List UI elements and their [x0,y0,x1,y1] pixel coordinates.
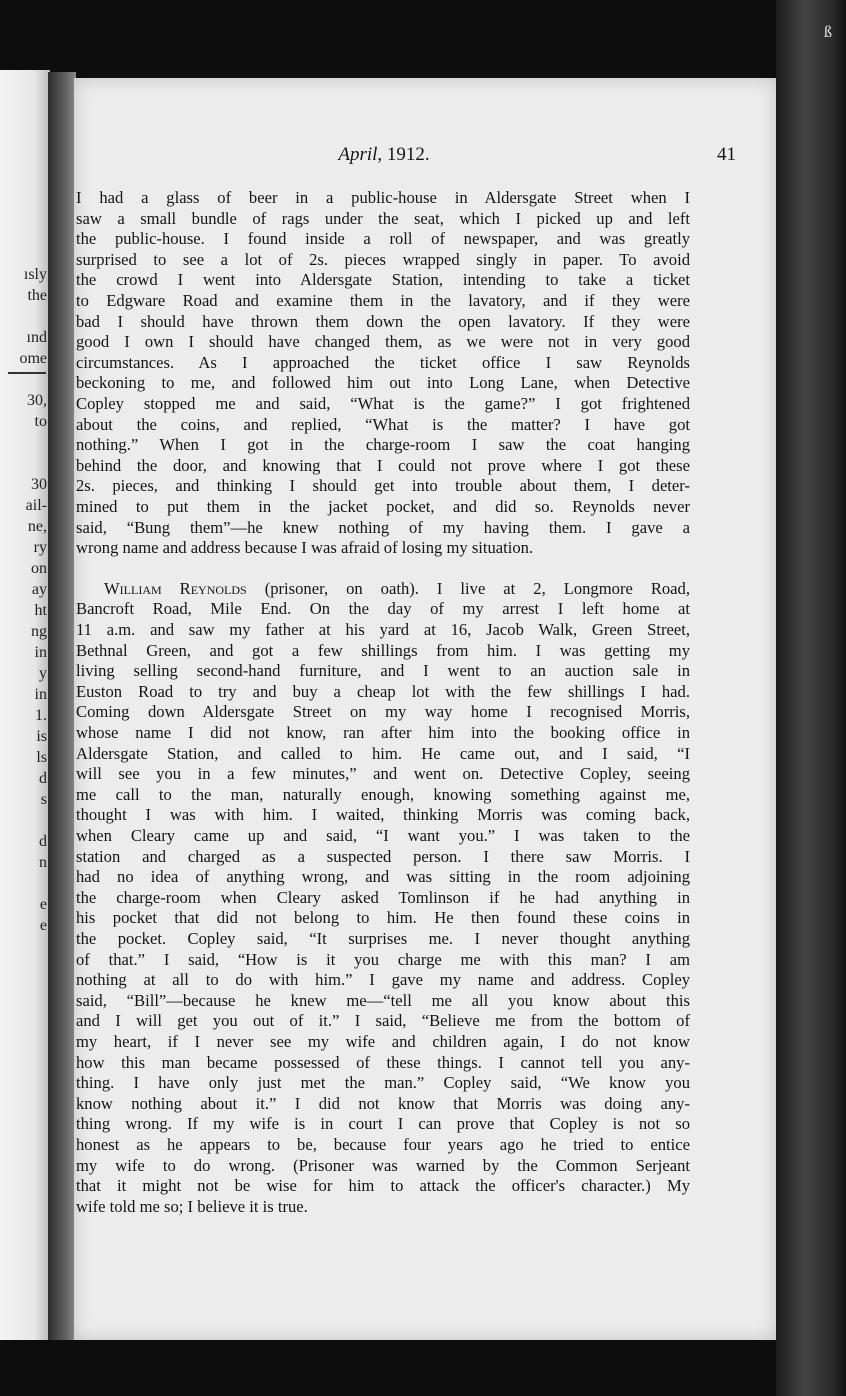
text-line: my heart, if I never see my wife and children again, I do not know [76,1032,690,1051]
text-line: wrong name and address because I was afraid of losing my situation. [76,538,534,558]
text-line: his pocket that did not belong to him. He then found these coins in [76,908,690,928]
facing-page-fragment: e [39,896,47,913]
text-line: will see you in a few minutes,” and went on. Detective Copley, seeing [76,764,690,784]
facing-page-fragment: ry [33,539,47,556]
scanner-background [776,0,846,1396]
facing-page-fragment: the [27,287,47,304]
facing-page-fragment: ls [36,749,47,766]
text-line: the pocket. Copley said, “It surprises me. I never thought anything [76,929,690,948]
facing-page-fragment: s [40,791,47,808]
text-line: mined to put them in the jacket pocket, and did so. Reynolds never [76,497,690,516]
text-line: how this man became possessed of these things. I cannot tell you any- [76,1052,690,1072]
facing-page-fragment: y [39,665,47,682]
facing-page-fragment: ne, [27,518,47,535]
facing-page-fragment: ng [31,623,47,640]
speaker-intro: (prisoner, on oath). I live at 2, Longmore Road, [246,578,690,598]
text-line: Coming down Aldersgate Street on my way home I recognised Morris, [76,702,690,722]
facing-page-fragment: d [39,833,47,850]
text-line: Bethnal Green, and got a few shillings from him. I was getting my [76,640,690,660]
text-line: wife told me so; I believe it is true. [76,1196,308,1216]
running-header [74,144,694,166]
text-line: about the coins, and replied, “What is the matter? I have got [76,414,690,434]
text-line: Aldersgate Station, and called to him. He came out, and I said, “I [76,743,690,763]
text-line: beckoning to me, and followed him out into Long Lane, when Detective [76,373,690,393]
facing-page-fragment: 1. [35,707,47,724]
text-line [104,579,690,599]
facing-page-fragment: ınd [26,329,47,346]
header-year: , 1912. [377,144,430,165]
facing-page-edge [0,70,50,1340]
facing-page-fragment: 30 [31,476,47,493]
facing-page-fragment: is [36,728,47,745]
facing-page-fragment: on [31,560,47,577]
text-line: thought I was with him. I waited, thinking Morris was coming back, [76,805,690,825]
facing-page-fragment: n [39,854,47,871]
text-line: saw a small bundle of rags under the seat, which I picked up and left [76,208,690,228]
header-month: April [338,144,378,165]
facing-page-rule [8,372,46,374]
text-line: circumstances. As I approached the ticket office I saw Reynolds [76,352,690,372]
facing-page-fragment: e [39,917,47,934]
text-line: thing. I have only just met the man.” Copley said, “We know you [76,1073,690,1093]
facing-page-fragment: in [34,644,47,661]
text-line: the crowd I went into Aldersgate Station, intending to take a ticket [76,270,690,290]
text-line: whose name I did not know, ran after him into the booking office in [76,723,690,742]
text-line: 11 a.m. and saw my father at his yard at 16, Jacob Walk, Green Street, [76,620,690,639]
text-line: said, “Bung them”—he knew nothing of my having them. I gave a [76,517,690,537]
text-line: said, “Bill”—because he knew me—“tell me all you know about this [76,990,690,1010]
text-line: living selling second-hand furniture, and I went to an auction sale in [76,661,690,681]
text-line: and I will get you out of it.” I said, “Believe me from the bottom of [76,1011,690,1031]
text-line: station and charged as a suspected person. I there saw Morris. I [76,846,690,866]
text-line: of that.” I said, “How is it you charge me with this man? I am [76,949,690,969]
text-line: behind the door, and knowing that I could not prove where I got these [76,455,690,475]
book-page [74,78,776,1340]
facing-page-fragment: in [34,686,47,703]
text-line: that it might not be wise for him to attack the officer's character.) My [76,1176,690,1196]
text-line: the charge-room when Cleary asked Tomlinson if he had anything in [76,887,690,907]
text-line: me call to the man, naturally enough, knowing something against me, [76,784,690,804]
text-line: I had a glass of beer in a public-house in Aldersgate Street when I [76,188,690,207]
text-line: my wife to do wrong. (Prisoner was warned by the Common Serjeant [76,1155,690,1175]
facing-page-fragment: to [34,413,47,430]
text-line: 2s. pieces, and thinking I should get into trouble about them, I deter- [76,476,690,496]
facing-page-fragment: ail- [25,497,47,514]
page-number: 41 [717,144,736,165]
facing-page-fragment: ht [34,602,47,619]
facing-page-fragment: ısly [23,266,47,283]
facing-page-fragment: ome [19,350,47,367]
text-line: the public-house. I found inside a roll of newspaper, and was greatly [76,229,690,249]
corner-mark: ß [824,24,832,41]
text-line: Euston Road to try and buy a cheap lot with the few shillings I had. [76,681,690,701]
text-line: had no idea of anything wrong, and was sitting in the room adjoining [76,867,690,887]
text-line: Copley stopped me and said, “What is the game?” I got frightened [76,394,690,413]
text-line: good I own I should have changed them, as we were not in very good [76,332,690,352]
text-line: bad I should have thrown them down the open lavatory. If they were [76,311,690,331]
text-line: thing wrong. If my wife is in court I can prove that Copley is not so [76,1114,690,1134]
text-line: know nothing about it.” I did not know that Morris was doing any- [76,1093,690,1113]
text-line: to Edgware Road and examine them in the lavatory, and if they were [76,291,690,310]
facing-page-fragment: d [39,770,47,787]
facing-page-fragment: ay [31,581,47,598]
text-line: when Cleary came up and said, “I want you.” I was taken to the [76,826,690,845]
text-line: surprised to see a lot of 2s. pieces wrapped singly in paper. To avoid [76,249,690,269]
book-gutter [48,72,76,1340]
text-line: nothing.” When I got in the charge-room I saw the coat hanging [76,435,690,455]
text-line: Bancroft Road, Mile End. On the day of my arrest I left home at [76,599,690,619]
text-line: honest as he appears to be, because four years ago he tried to entice [76,1135,690,1154]
facing-page-fragment: 30, [27,392,47,409]
speaker-name: William Reynolds [104,578,247,598]
text-line: nothing at all to do with him.” I gave my name and address. Copley [76,970,690,990]
